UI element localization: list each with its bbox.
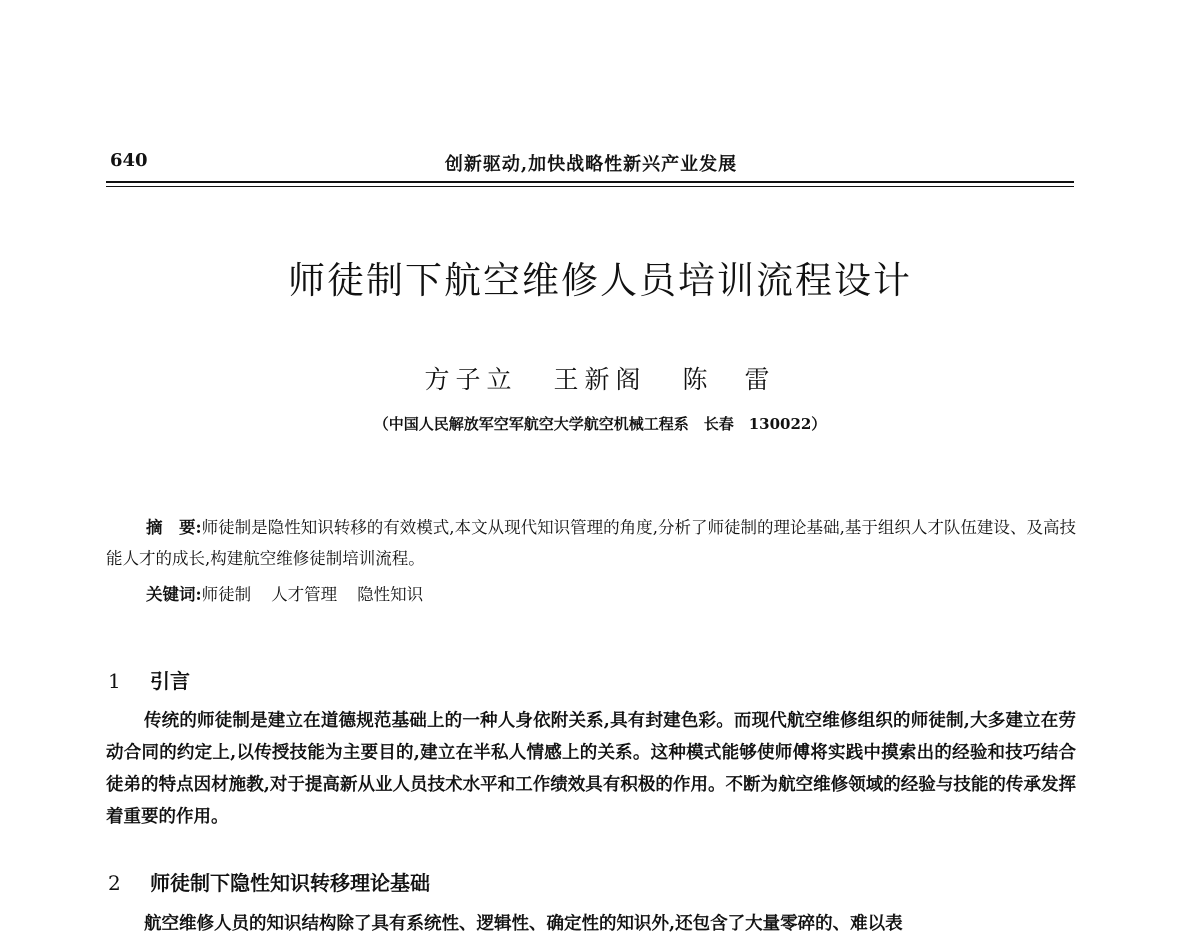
abstract-paragraph (106, 512, 1076, 574)
keywords-block (146, 581, 443, 605)
section-number: 2 (108, 871, 121, 895)
author-name: 陈 雷 (682, 365, 776, 394)
page-number: 640 (110, 150, 148, 171)
abstract-block (106, 512, 1076, 574)
author-name: 王新阁 (553, 365, 647, 394)
section-title: 师徒制下隐性知识转移理论基础 (150, 871, 430, 895)
author-name: 方子立 (424, 365, 518, 394)
abstract-text: 师徒制是隐性知识转移的有效模式,本文从现代知识管理的角度,分析了师徒制的理论基础,基于组织人才队伍建设、及高技能人才的成长,构建航空维修徒制培训流程。 (106, 518, 1076, 568)
body-paragraph: 航空维修人员的知识结构除了具有系统性、逻辑性、确定性的知识外,还包含了大量零碎的、难以表 (144, 914, 903, 934)
introduction-body (106, 705, 1076, 833)
header-rule-thin (106, 186, 1074, 187)
section-heading-theory (108, 867, 430, 896)
keyword: 人才管理 (271, 585, 338, 604)
author-list (0, 360, 1200, 396)
affiliation: （中国人民解放军空军航空大学航空机械工程系 长春 130022） (373, 415, 827, 433)
body-paragraph: 传统的师徒制是建立在道德规范基础上的一种人身依附关系,具有封建色彩。而现代航空维修组织的师徒制,大多建立在劳动合同的约定上,以传授技能为主要目的,建立在半私人情感上的关系。这种模式能够使师傅将实践中摸索出的经验和技巧结合徒弟的特点因材施教,对于提高新从业人员技术水平和工作绩效具有积极的作用。不断为航空维修领域的经验与技能的传承发挥着重要的作用。 (106, 711, 1076, 827)
abstract-label: 摘 要: (146, 518, 202, 537)
journal-title: 创新驱动,加快战略性新兴产业发展 (444, 154, 738, 175)
section-title: 引言 (150, 669, 190, 693)
section-number: 1 (108, 669, 121, 693)
article-title: 师徒制下航空维修人员培训流程设计 (288, 259, 912, 302)
running-header (108, 146, 1074, 180)
keywords-label: 关键词: (146, 585, 202, 604)
keyword: 师徒制 (201, 585, 252, 604)
header-rule-thick (106, 181, 1074, 183)
keyword: 隐性知识 (357, 585, 424, 604)
section-heading-introduction (108, 665, 190, 694)
theory-body (106, 908, 1076, 940)
